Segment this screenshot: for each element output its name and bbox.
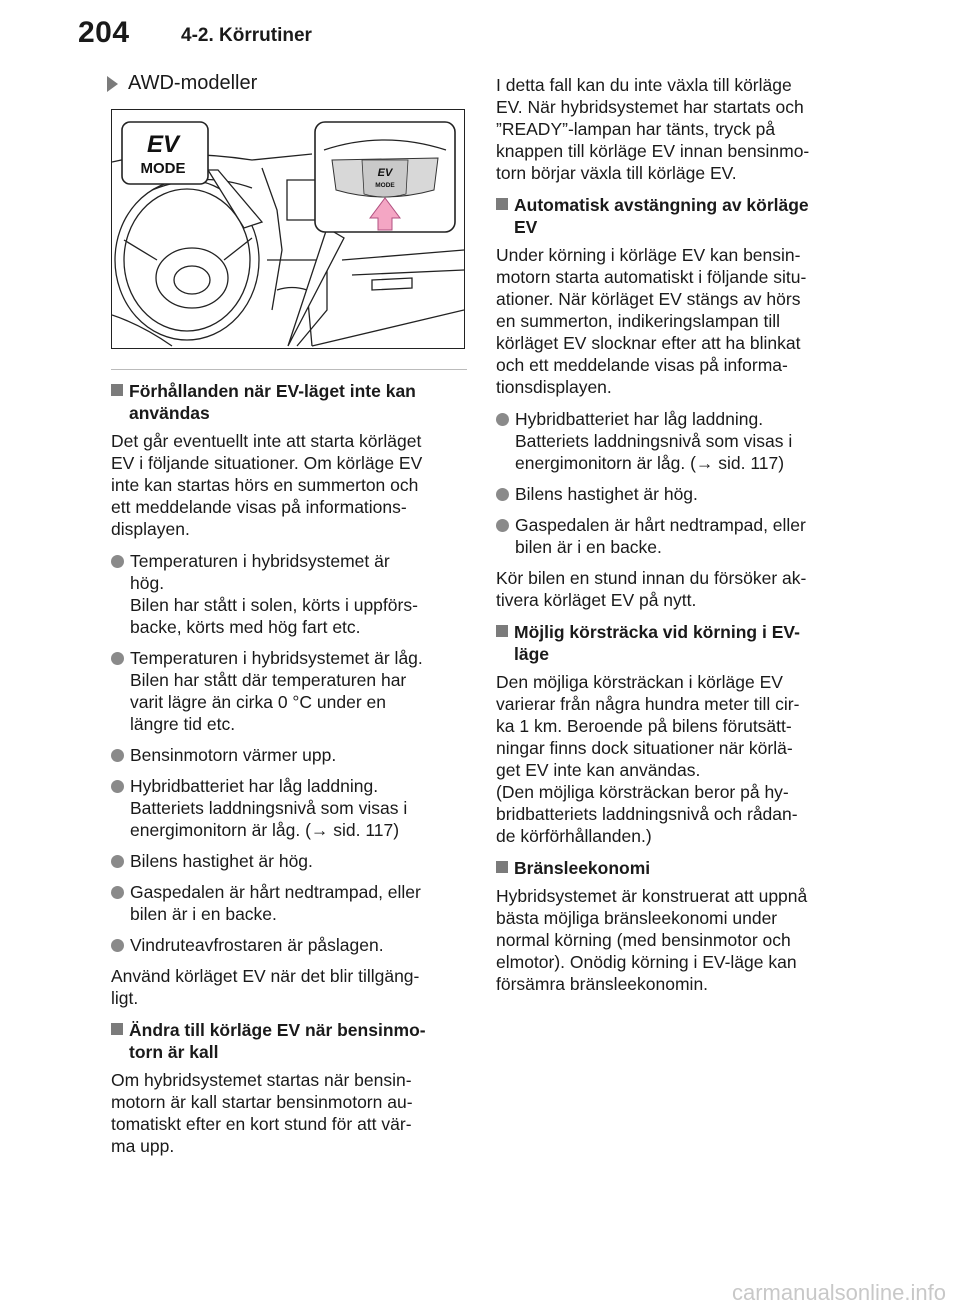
page-header — [0, 0, 960, 62]
circle-bullet-icon — [496, 488, 509, 501]
square-bullet-icon — [496, 861, 508, 873]
square-bullet-icon — [111, 1023, 123, 1035]
paragraph: I detta fall kan du inte växla till körläge EV. När hybridsystemet har startats och ”READY”-lampan har tänts, tryck på knappen till körläge EV innan bensinmo- torn börjar växla till körläge EV. — [496, 75, 810, 183]
paragraph: Kör bilen en stund innan du försöker ak- tivera körläget EV på nytt. — [496, 568, 807, 610]
right-column — [496, 74, 854, 1005]
ev-mode-figure — [111, 109, 465, 349]
button-zoom-detail — [288, 122, 455, 346]
circle-bullet-icon — [111, 555, 124, 568]
circle-bullet-icon — [496, 519, 509, 532]
badge-ev-text: EV — [146, 131, 180, 158]
list-item: Hybridbatteriet har låg laddning. Batteriets laddningsnivå som visas i energimonitorn är låg. (→ sid. 117) — [496, 408, 854, 474]
page-reference-link[interactable]: energimonitorn är låg. (→ sid. 117) — [515, 453, 785, 473]
list-item: Hybridbatteriet har låg laddning. Batteriets laddningsnivå som visas i energimonitorn är låg. (→ sid. 117) — [111, 775, 469, 841]
dashboard-illustration — [112, 110, 464, 348]
button-ev-text: EV — [377, 167, 393, 179]
paragraph: Hybridsystemet är konstruerat att uppnå bästa möjliga bränsleekonomi under normal körning (med bensinmotor och elmotor). Onödig körning i EV-läge kan försämra bränsleekonomin. — [496, 886, 808, 994]
model-heading-text: AWD-modeller — [128, 72, 258, 94]
circle-bullet-icon — [111, 939, 124, 952]
list-item: Temperaturen i hybridsystemet är låg. Bilen har stått där temperaturen har varit lägre än cirka 0 °C under en längre tid etc. — [111, 647, 469, 735]
paragraph: Det går eventuellt inte att starta körläget EV i följande situationer. Om körläge EV inte kan startas hörs en summerton och ett meddelande visas på informations- displayen. — [111, 431, 423, 539]
square-bullet-icon — [496, 625, 508, 637]
list-item: Vindruteavfrostaren är påslagen. — [111, 934, 469, 956]
left-column — [111, 72, 469, 1167]
list-item: Bilens hastighet är hög. — [111, 850, 469, 872]
list-item: Temperaturen i hybridsystemet är hög. Bilen har stått i solen, körts i uppförs- backe, körts med hög fart etc. — [111, 550, 469, 638]
button-mode-text: MODE — [375, 182, 395, 189]
paragraph: Under körning i körläge EV kan bensin- motorn starta automatiskt i följande situ- ationer. När körläget EV stängs av hörs en summerton, indikeringslampan till körläget EV slocknar efter att ha blinkat och ett meddelande visas på informa- tionsdisplayen. — [496, 245, 807, 397]
triangle-marker-icon — [107, 76, 118, 92]
section-title: 4-2. Körrutiner — [181, 25, 312, 46]
watermark: carmanualsonline.info — [731, 1280, 946, 1305]
model-heading — [107, 72, 469, 95]
square-bullet-icon — [111, 384, 123, 396]
list-item: Bensinmotorn värmer upp. — [111, 744, 469, 766]
heading-fuel-economy: Bränsleekonomi — [496, 857, 854, 879]
list-item: Bilens hastighet är hög. — [496, 483, 854, 505]
circle-bullet-icon — [111, 855, 124, 868]
divider — [111, 369, 467, 370]
heading-auto-shutoff: Automatisk avstängning av körläge EV — [496, 194, 854, 238]
ev-mode-badge-callout — [122, 122, 262, 228]
circle-bullet-icon — [111, 749, 124, 762]
paragraph: Om hybridsystemet startas när bensin- motorn är kall startar bensinmotorn au- tomatiskt efter en kort stund för att vär- ma upp. — [111, 1070, 413, 1156]
paragraph: Den möjliga körsträckan i körläge EV varierar från några hundra meter till cir- ka 1 km. Beroende på bilens förutsätt- ningar finns dock situationer när körlä- get EV inte kan användas. (Den möjliga körsträckan beror på hy- bridbatteriets laddningsnivå och rådan- de körförhållanden.) — [496, 672, 800, 846]
heading-ev-unavailable: Förhållanden när EV-läget inte kan användas — [111, 380, 469, 424]
paragraph: Använd körläget EV när det blir tillgäng- ligt. — [111, 966, 420, 1008]
circle-bullet-icon — [111, 886, 124, 899]
circle-bullet-icon — [111, 780, 124, 793]
list-item: Gaspedalen är hårt nedtrampad, eller bilen är i en backe. — [496, 514, 854, 558]
circle-bullet-icon — [111, 652, 124, 665]
badge-mode-text: MODE — [140, 160, 186, 177]
square-bullet-icon — [496, 198, 508, 210]
heading-ev-range: Möjlig körsträcka vid körning i EV- läge — [496, 621, 854, 665]
page-reference-link[interactable]: energimonitorn är låg. (→ sid. 117) — [130, 820, 400, 840]
heading-cold-engine: Ändra till körläge EV när bensinmo- torn är kall — [111, 1019, 469, 1063]
list-item: Gaspedalen är hårt nedtrampad, eller bilen är i en backe. — [111, 881, 469, 925]
page-number: 204 — [78, 16, 130, 49]
circle-bullet-icon — [496, 413, 509, 426]
